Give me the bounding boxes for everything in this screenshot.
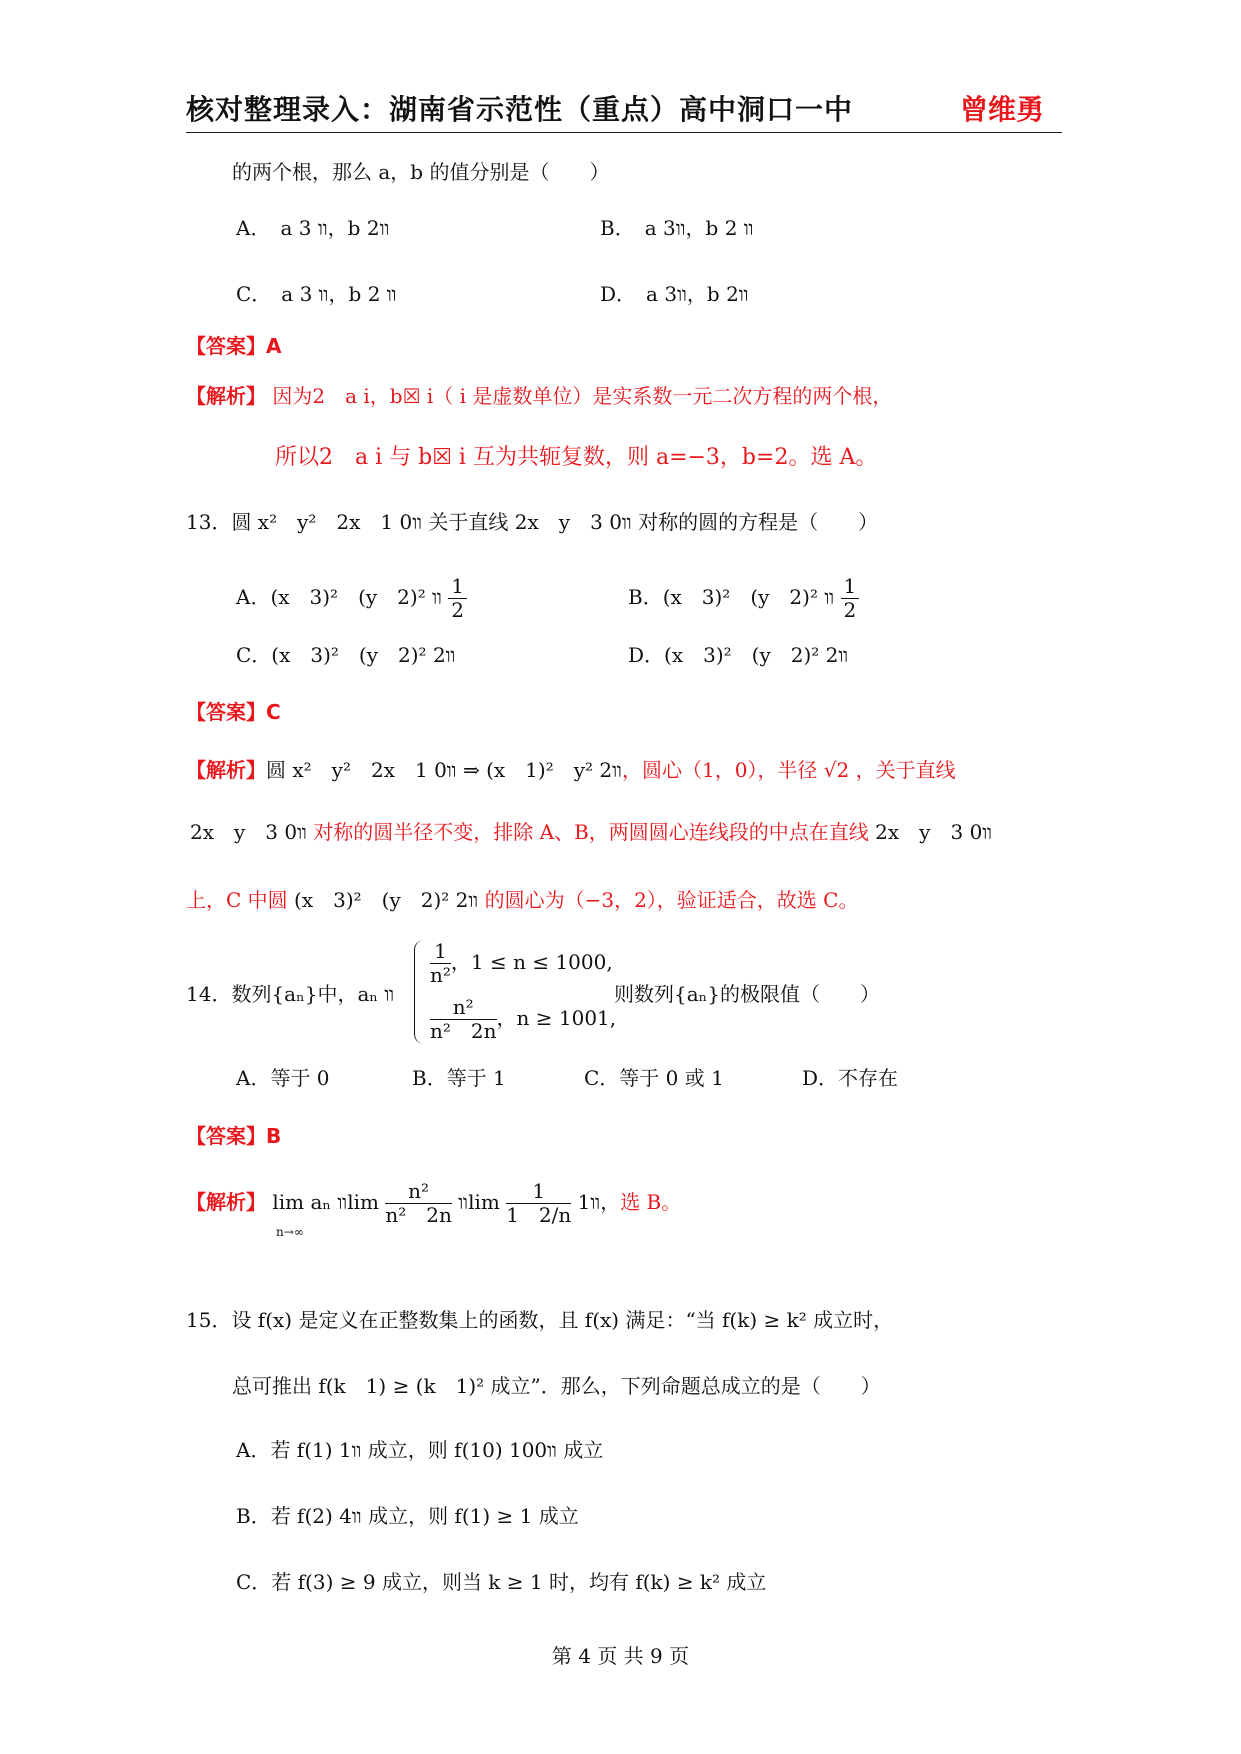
q14-option-c: C．等于 0 或 1 — [584, 1066, 724, 1090]
analysis-math: (x 3)² (y 2)² װ2 — [294, 888, 479, 912]
analysis-text: 因为2 a i，b☒ i（ i 是虚数单位）是实系数一元二次方程的两个根， — [272, 384, 893, 408]
q13-option-b — [628, 575, 859, 622]
frac-den: n² 2n — [385, 1203, 452, 1227]
header-author: 曾维勇 — [959, 93, 1044, 126]
frac-den: 1 2/n — [506, 1203, 572, 1227]
case-condition: ，1 ≤ n ≤ 1000, — [450, 950, 613, 974]
answer-value: B — [266, 1124, 282, 1148]
answer-tag: 【答案】 — [186, 334, 266, 358]
q13-analysis-line1 — [186, 760, 956, 780]
frac-num: n² — [385, 1180, 452, 1204]
q13-answer — [186, 702, 281, 722]
q13-option-c: C．(x 3)² (y 2)² װ2 — [236, 643, 456, 667]
answer-value: A — [266, 334, 282, 358]
q14-option-d: D．不存在 — [802, 1066, 899, 1090]
case-condition: ，n ≥ 1001, — [496, 1006, 617, 1030]
fraction — [448, 575, 467, 622]
analysis-text: 选 B。 — [620, 1190, 682, 1214]
frac-den: n² 2n — [430, 1019, 497, 1043]
option-text: B．(x 3)² (y 2)² װ — [628, 585, 835, 609]
q13-option-a — [236, 575, 467, 622]
analysis-text: 上，C 中圆 — [186, 888, 295, 912]
fraction — [430, 940, 451, 987]
q12-option-c: C． a װ 3，b װ 2 — [236, 282, 397, 306]
answer-tag: 【答案】 — [186, 700, 266, 724]
q15-option-c: C．若 f(3) ≥ 9 成立，则当 k ≥ 1 时，均有 f(k) ≥ k² 成立 — [236, 1570, 767, 1594]
header-title: 核对整理录入：湖南省示范性（重点）高中洞口一中 — [186, 93, 854, 126]
q12-analysis-line1 — [186, 386, 892, 406]
page-footer: 第 4 页 共 9 页 — [551, 1644, 690, 1668]
piecewise-brace — [414, 940, 425, 1044]
q14-case1 — [430, 940, 613, 987]
q15-option-b: B．若 f(2) װ4 成立，则 f(1) ≥ 1 成立 — [236, 1504, 579, 1528]
analysis-math: lim aₙ װlim — [272, 1190, 380, 1214]
q13-analysis-line2 — [190, 822, 992, 842]
q15-stem-1: 15．设 f(x) 是定义在正整数集上的函数，且 f(x) 满足：“当 f(k) ≥ k² 成立时， — [186, 1308, 894, 1332]
q14-analysis — [186, 1180, 681, 1227]
q12-option-d: D． a װ3，b װ2 — [600, 282, 749, 306]
frac-num: n² — [430, 996, 497, 1020]
q15-option-a: A．若 f(1) װ1 成立，则 f(10) װ100 成立 — [236, 1438, 604, 1462]
q14-answer — [186, 1126, 281, 1146]
frac-num: 1 — [841, 575, 860, 599]
frac-den: 2 — [843, 598, 857, 622]
q14-case2 — [430, 996, 616, 1043]
analysis-tag: 【解析】 — [186, 758, 266, 782]
analysis-tag: 【解析】 — [186, 1190, 266, 1214]
fraction — [430, 996, 497, 1043]
answer-tag: 【答案】 — [186, 1124, 266, 1148]
fraction — [841, 575, 860, 622]
frac-den: 2 — [451, 598, 464, 622]
q13-analysis-line3 — [186, 890, 858, 910]
analysis-math: 2x y 3 װ0 — [190, 820, 307, 844]
q14-option-b: B．等于 1 — [412, 1066, 506, 1090]
q12-option-b: B． a װ3，b װ 2 — [600, 216, 754, 240]
q14-option-a: A．等于 0 — [236, 1066, 330, 1090]
q12-answer — [186, 336, 281, 356]
q14-stem-b: 则数列{aₙ}的极限值（ ） — [614, 982, 881, 1006]
analysis-math: װ1， — [577, 1190, 621, 1214]
frac-num: 1 — [430, 940, 451, 964]
analysis-text: 对称的圆半径不变，排除 A、B，两圆圆心连线段的中点在直线 — [306, 820, 876, 844]
analysis-math: װlim — [458, 1190, 500, 1214]
fraction — [506, 1180, 571, 1227]
q13-stem: 13．圆 x² y² 2x 1 װ0 关于直线 2x y 3 װ0 对称的圆的方程是（ ） — [186, 510, 879, 534]
lim-subscript: n→∞ — [276, 1225, 304, 1239]
frac-num: 1 — [448, 575, 467, 599]
q13-option-d: D．(x 3)² (y 2)² װ2 — [628, 643, 849, 667]
fraction — [385, 1180, 452, 1227]
q12-stem-tail: 的两个根，那么 a，b 的值分别是（ ） — [232, 160, 610, 184]
q15-stem-2: 总可推出 f(k 1) ≥ (k 1)² 成立”．那么，下列命题总成立的是（ ） — [232, 1374, 881, 1398]
q12-option-a: A． a װ 3，b װ2 — [236, 216, 390, 240]
analysis-text: ，圆心（1，0），半径 √2 ，关于直线 — [621, 758, 956, 782]
frac-num: 1 — [506, 1180, 571, 1204]
q12-analysis-line2: 所以2 a i 与 b☒ i 互为共轭复数，则 a=−3，b=2。选 A。 — [275, 445, 878, 470]
option-text: A．(x 3)² (y 2)² װ — [236, 585, 442, 609]
frac-den: n² — [430, 963, 451, 987]
analysis-math: 圆 x² y² 2x 1 װ0 ⇒ (x 1)² y² װ2 — [266, 758, 622, 782]
page-header — [186, 88, 1062, 133]
answer-value: C — [266, 700, 281, 724]
q14-stem-a: 14．数列{aₙ}中，aₙ װ — [186, 982, 395, 1006]
analysis-tag: 【解析】 — [186, 384, 266, 408]
analysis-math: 2x y 3 װ0 — [875, 820, 993, 844]
analysis-text: 的圆心为（−3，2），验证适合，故选 C。 — [478, 888, 859, 912]
